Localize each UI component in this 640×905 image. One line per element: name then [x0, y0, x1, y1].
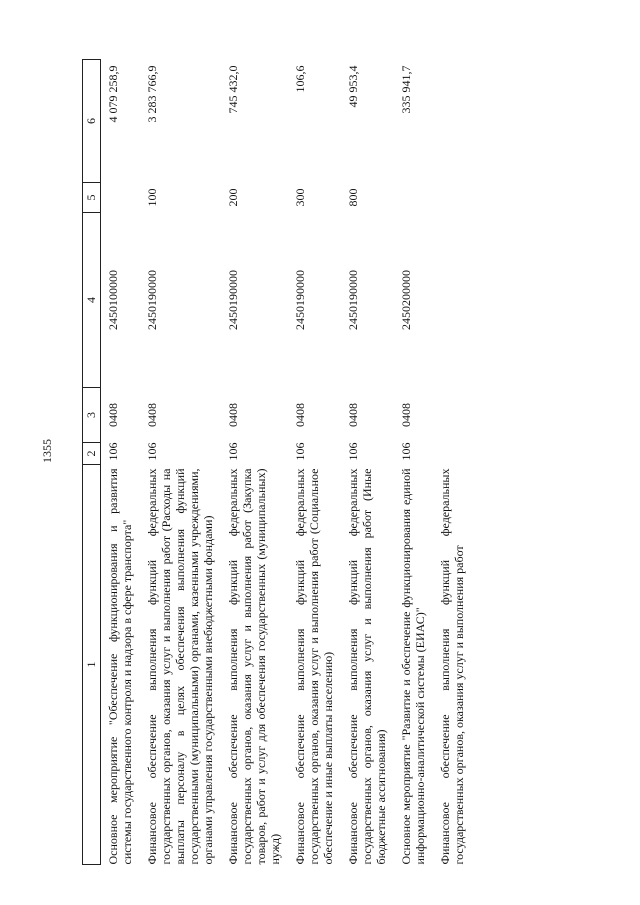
header-col-2: 2	[83, 443, 101, 465]
row-target-code: 2450190000	[145, 270, 159, 330]
row-ministry-code	[433, 443, 472, 465]
row-expense-type: 200	[226, 188, 240, 207]
header-col-1: 1	[83, 465, 101, 865]
row-section-code: 0408	[145, 403, 159, 427]
row-expense-type: 800	[346, 188, 360, 207]
table-row	[101, 60, 141, 865]
row-section-code	[433, 388, 472, 443]
header-col-4: 4	[83, 213, 101, 388]
table-row	[394, 60, 433, 865]
row-amount: 49 953,4	[346, 65, 360, 108]
row-ministry-code: 106	[293, 442, 307, 461]
row-expense-type	[433, 183, 472, 213]
row-target-code: 2450100000	[106, 270, 120, 330]
header-col-5: 5	[83, 183, 101, 213]
row-section-code: 0408	[106, 403, 120, 427]
row-description: Основное мероприятие "Развитие и обеспечение функционирования единой информационно-аналитической системы (ЕИАС)"	[399, 468, 427, 865]
row-amount: 3 283 766,9	[145, 65, 159, 123]
row-description: Финансовое обеспечение выполнения функций федеральных государственных органов, оказания услуг и выполнения работ	[438, 468, 466, 865]
row-description: Финансовое обеспечение выполнения функций федеральных государственных органов, оказания услуг и выполнения работ (Расходы на выплаты персоналу в целях обеспечения выполнения функций государственными (муниципальными) органами, казенными учреждениями, органами управления государственными внебюджетными фондами)	[145, 468, 215, 865]
table-row	[221, 60, 288, 865]
row-description: Финансовое обеспечение выполнения функций федеральных государственных органов, оказания услуг и выполнения работ (Социальное обеспечение и иные выплаты населению)	[293, 468, 335, 865]
row-target-code: 2450190000	[346, 270, 360, 330]
header-row	[83, 60, 101, 865]
row-ministry-code: 106	[226, 442, 240, 461]
row-expense-type: 100	[145, 188, 159, 207]
table-row	[433, 60, 472, 865]
row-section-code: 0408	[346, 403, 360, 427]
row-amount: 335 941,7	[399, 65, 413, 114]
row-description: Основное мероприятие "Обеспечение функционирования и развития системы государственного контроля и надзора в сфере транспорта"	[106, 468, 134, 865]
header-col-3: 3	[83, 388, 101, 443]
row-amount: 106,6	[293, 65, 307, 93]
row-target-code	[433, 213, 472, 388]
row-description: Финансовое обеспечение выполнения функций федеральных государственных органов, оказания услуг и выполнения работ (Иные бюджетные ассигнования)	[346, 468, 388, 865]
row-section-code: 0408	[293, 403, 307, 427]
row-description: Финансовое обеспечение выполнения функций федеральных государственных органов, оказания услуг и выполнения работ (Закупка товаров, работ и услуг для обеспечения государственных (муниципальных) нужд)	[226, 468, 282, 865]
page-number: 1355	[40, 439, 54, 463]
row-ministry-code: 106	[399, 442, 413, 461]
row-expense-type: 300	[293, 188, 307, 207]
row-target-code: 2450200000	[399, 270, 413, 330]
row-ministry-code: 106	[346, 442, 360, 461]
row-expense-type	[101, 183, 141, 213]
row-ministry-code: 106	[106, 442, 120, 461]
row-section-code: 0408	[399, 403, 413, 427]
header-col-6: 6	[83, 60, 101, 183]
table-row	[140, 60, 221, 865]
row-section-code: 0408	[226, 403, 240, 427]
row-amount	[433, 60, 472, 183]
budget-table	[82, 59, 472, 865]
rotated-page-content	[82, 60, 552, 865]
row-expense-type	[394, 183, 433, 213]
table-row	[288, 60, 341, 865]
row-target-code: 2450190000	[226, 270, 240, 330]
row-amount: 745 432,0	[226, 65, 240, 114]
row-ministry-code: 106	[145, 442, 159, 461]
row-target-code: 2450190000	[293, 270, 307, 330]
row-amount: 4 079 258,9	[106, 65, 120, 123]
table-row	[341, 60, 394, 865]
